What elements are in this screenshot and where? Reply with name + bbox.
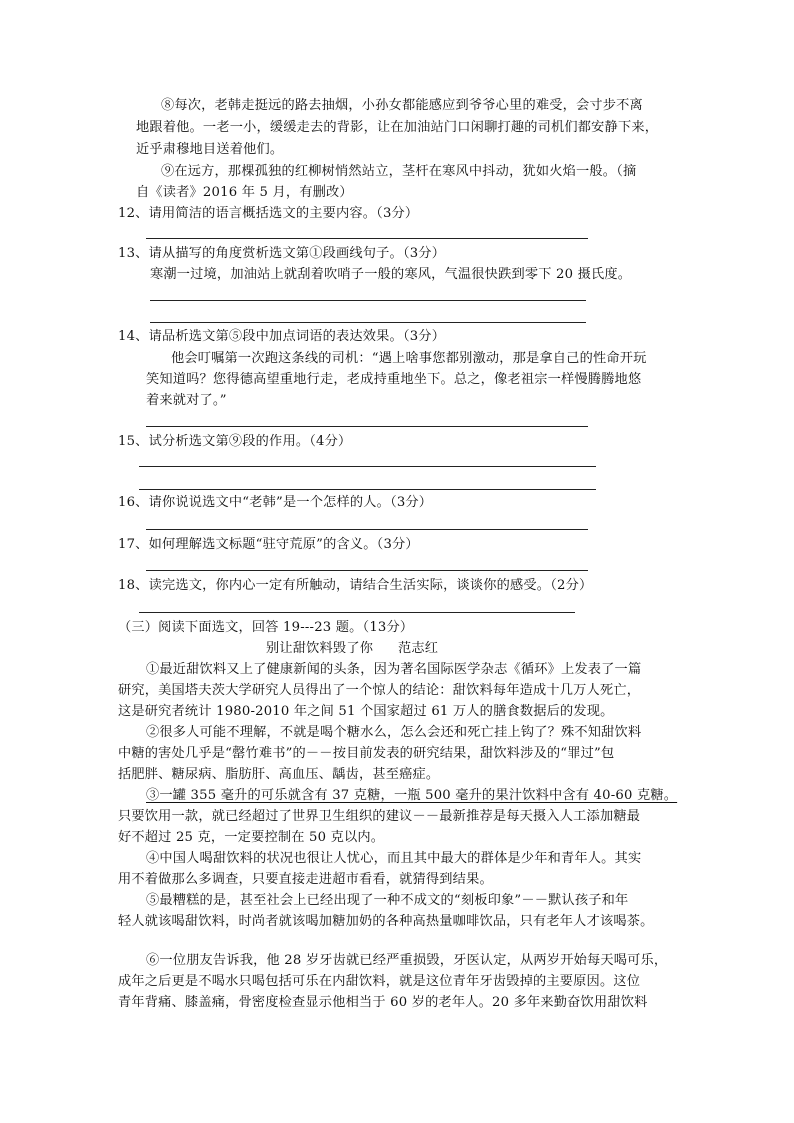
article-author: 范志红 xyxy=(398,641,439,656)
question-17: 17、如何理解选文标题“驻守荒原”的含义。（3分） xyxy=(118,537,419,552)
answer-line[interactable] xyxy=(139,466,596,467)
answer-line[interactable] xyxy=(146,238,588,239)
question-13-quote: 寒潮一过境，加油站上就刮着吹哨子一般的寒风，气温很快跌到零下 20 摄氏度。 xyxy=(150,267,632,282)
question-16: 16、请你说说选文中“老韩”是一个怎样的人。（3分） xyxy=(118,495,433,510)
question-14: 14、请品析选文第⑤段中加点词语的表达效果。（3分） xyxy=(118,329,446,344)
question-14-quote-line3: 着来就对了。” xyxy=(146,393,227,408)
article-p6-line2: 成年之后更是不喝水只喝包括可乐在内甜饮料，就是这位青年牙齿毁掉的主要原因。这位 xyxy=(118,974,641,989)
passage-p8-line2: 地跟着他。一老一小，缓缓走去的背影，让在加油站门口闲聊打趣的司机们都安静下来， xyxy=(136,120,659,135)
article-p2-line2: 中糖的害处几乎是“罄竹难书”的－－按目前发表的研究结果，甜饮料涉及的“罪过”包 xyxy=(118,746,615,761)
question-12: 12、请用简洁的语言概括选文的主要内容。（3分） xyxy=(118,206,419,221)
article-p3-line3: 好不超过 25 克，一定要控制在 50 克以内。 xyxy=(118,830,385,845)
section-3-header: （三）阅读下面选文，回答 19---23 题。（13分） xyxy=(118,620,414,635)
article-title: 别让甜饮料毁了你 xyxy=(266,641,374,656)
article-p3-line2: 只要饮用一款，就已经超过了世界卫生组织的建议－－最新推荐是每天摄入人工添加糖最 xyxy=(118,809,641,824)
question-13: 13、请从描写的角度赏析选文第①段画线句子。（3分） xyxy=(118,246,446,261)
question-14-quote-line2: 笑知道吗？您得德高望重地行走，老成持重地坐下。总之，像老祖宗一样慢腾腾地悠 xyxy=(146,372,642,387)
article-p6-line3: 青年背痛、膝盖痛，骨密度检查显示他相当于 60 岁的老年人。20 多年来勤奋饮用甜饮料 xyxy=(118,995,648,1010)
passage-p9-line2: 自《读者》2016 年 5 月，有删改） xyxy=(136,185,353,200)
article-p5-line2: 轻人就该喝甜饮料，时尚者就该喝加糖加奶的各种高热量咖啡饮品，只有老年人才该喝茶。 xyxy=(118,914,654,929)
answer-line[interactable] xyxy=(139,612,575,613)
article-p2-line3: 括肥胖、糖尿病、脂肪肝、高血压、龋齿，甚至癌症。 xyxy=(118,767,440,782)
answer-line[interactable] xyxy=(150,322,586,323)
question-14-quote-line1: 他会叮嘱第一次跑这条线的司机：“遇上啥事您都别激动，那是拿自己的性命开玩 xyxy=(171,351,647,366)
article-p4-line2: 用不着做那么多调查，只要直接走进超市看看，就猜得到结果。 xyxy=(118,872,493,887)
article-p6-line1: ⑥一位朋友告诉我，他 28 岁牙齿就已经严重损毁，牙医认定，从两岁开始每天喝可乐， xyxy=(146,953,668,968)
passage-p8-line1: ⑧每次，老韩走挺远的路去抽烟，小孙女都能感应到爷爷心里的难受，会寸步不离 xyxy=(161,98,643,113)
article-p3-underlined-sentence: ③一罐 355 毫升的可乐就含有 37 克糖，一瓶 500 毫升的果汁饮料中含有 40-60 克糖。 xyxy=(146,788,678,803)
article-p5-line1: ⑤最糟糕的是，甚至社会上已经出现了一种不成文的“刻板印象”－－默认孩子和年 xyxy=(146,893,629,908)
answer-line[interactable] xyxy=(150,300,586,301)
passage-p8-line3: 近乎肃穆地目送着他们。 xyxy=(136,142,284,157)
article-p2-line1: ②很多人可能不理解，不就是喝个糖水么，怎么会还和死亡挂上钩了？殊不知甜饮料 xyxy=(146,725,642,740)
article-p1-line3: 这是研究者统计 1980-2010 年之间 51 个国家超过 61 万人的膳食数据后的发现。 xyxy=(118,704,614,719)
question-15: 15、试分析选文第⑨段的作用。（4分） xyxy=(118,434,352,449)
article-p1-line1: ①最近甜饮料又上了健康新闻的头条，因为著名国际医学杂志《循环》上发表了一篇 xyxy=(146,662,642,677)
answer-line[interactable] xyxy=(146,426,588,427)
answer-line[interactable] xyxy=(139,489,596,490)
article-p4-line1: ④中国人喝甜饮料的状况也很让人忧心，而且其中最大的群体是少年和青年人。其实 xyxy=(146,851,642,866)
answer-line[interactable] xyxy=(146,570,588,571)
question-18: 18、读完选文，你内心一定有所触动，请结合生活实际，谈谈你的感受。（2分） xyxy=(118,578,593,593)
passage-p9-line1: ⑨在远方，那棵孤独的红柳树悄然站立，茎杆在寒风中抖动，犹如火焰一般。（摘 xyxy=(161,164,637,179)
article-p1-line2: 研究，美国塔夫茨大学研究人员得出了一个惊人的结论：甜饮料每年造成十几万人死亡， xyxy=(118,683,641,698)
answer-line[interactable] xyxy=(146,529,588,530)
